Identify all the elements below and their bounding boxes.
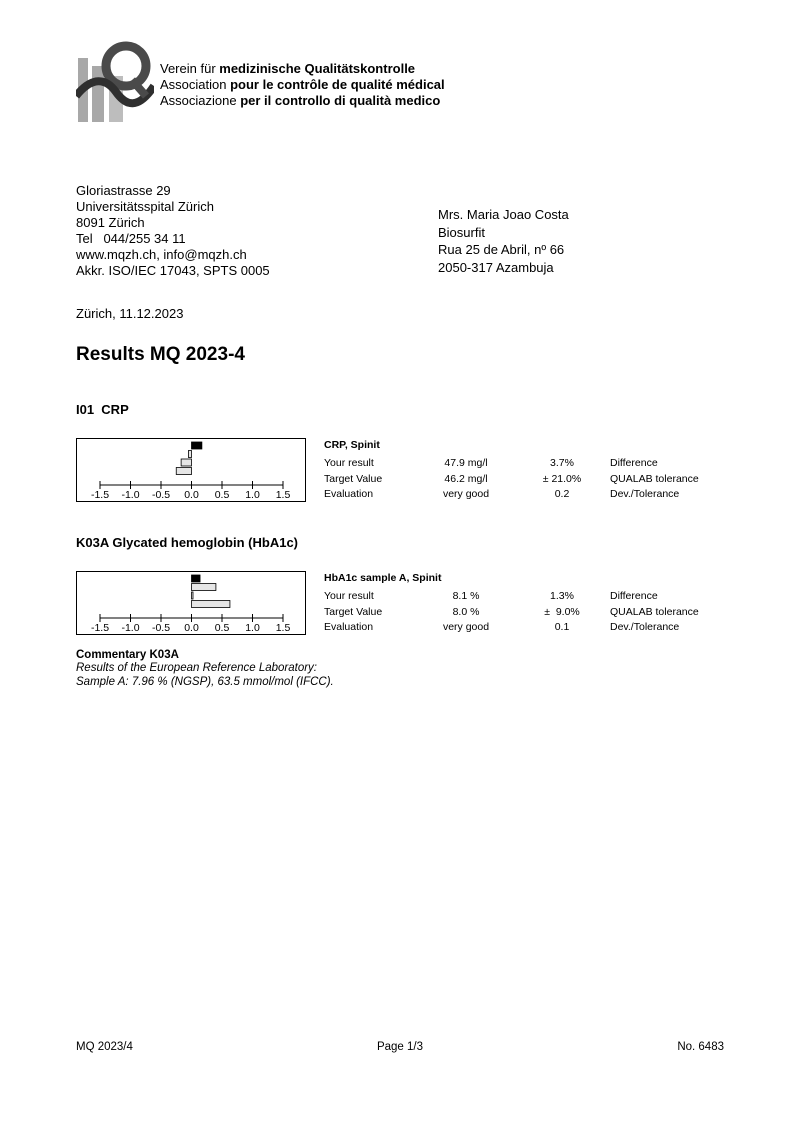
distribution-bar [188, 451, 191, 458]
row-label: Target Value [324, 472, 383, 485]
own-result-bar [192, 575, 201, 582]
distribution-bar [181, 459, 191, 466]
x-tick-label: -1.5 [90, 489, 110, 501]
x-tick-label: -0.5 [151, 622, 171, 634]
row-description: Dev./Tolerance [610, 621, 680, 633]
deviation-chart [76, 438, 306, 502]
result-table [324, 572, 744, 636]
deviation-chart-svg [77, 439, 305, 501]
row-percent: 0.1 [554, 621, 570, 633]
x-tick-label: -1.5 [90, 622, 110, 634]
row-percent: ± 9.0% [544, 605, 580, 618]
distribution-bar [192, 601, 230, 608]
distribution-bar [192, 584, 216, 591]
row-value: very good [442, 621, 490, 633]
row-description: Difference [610, 457, 658, 469]
deviation-chart [76, 571, 306, 635]
footer-page-number: Page 1/3 [376, 1041, 424, 1053]
x-tick-label: 1.5 [275, 489, 291, 501]
result-row [324, 456, 744, 472]
page-title: Results MQ 2023-4 [76, 344, 245, 365]
evaluation-row [324, 487, 744, 503]
sender-address [76, 183, 270, 279]
commentary [76, 649, 334, 689]
sender-web: www.mqzh.ch, info@mqzh.ch [76, 247, 247, 262]
x-tick-label: 0.5 [214, 622, 230, 634]
row-description: QUALAB tolerance [610, 472, 699, 485]
sender-accreditation: Akkr. ISO/IEC 17043, SPTS 0005 [76, 263, 270, 278]
target-row [324, 605, 744, 621]
distribution-bar [176, 468, 191, 475]
sender-phone: Tel 044/255 34 11 [76, 231, 186, 246]
row-percent: 1.3% [550, 590, 574, 602]
row-value: 46.2 mg/l [444, 472, 488, 485]
row-label: Evaluation [324, 621, 374, 633]
section-title: K03A Glycated hemoglobin (HbA1c) [76, 535, 298, 550]
own-result-bar [192, 442, 202, 449]
recipient-line: Mrs. Maria Joao Costa [438, 207, 569, 222]
commentary-line: Results of the European Reference Laboratory: [76, 662, 318, 674]
row-value: 47.9 mg/l [444, 457, 488, 469]
row-description: QUALAB tolerance [610, 605, 699, 618]
row-description: Difference [610, 590, 658, 602]
row-percent: 3.7% [550, 457, 574, 469]
x-tick-label: 1.5 [275, 622, 291, 634]
org-name-german: Verein für medizinische Qualitätskontrolle [160, 61, 416, 76]
row-percent: 0.2 [554, 488, 570, 500]
evaluation-row [324, 620, 744, 636]
recipient-line: Rua 25 de Abril, nº 66 [438, 242, 565, 257]
organization-name [160, 61, 445, 109]
x-tick-label: 0.0 [184, 622, 199, 634]
org-name-italian: Associazione per il controllo di qualità medico [160, 93, 441, 108]
row-label: Target Value [324, 605, 383, 618]
x-tick-label: 1.0 [245, 489, 260, 501]
recipient-address [438, 206, 569, 276]
row-percent: ± 21.0% [542, 472, 582, 485]
row-label: Evaluation [324, 488, 374, 500]
target-row [324, 472, 744, 488]
row-value: 8.0 % [452, 605, 480, 618]
x-tick-label: 0.0 [184, 489, 199, 501]
result-table-title: CRP, Spinit [324, 439, 380, 451]
commentary-line: Sample A: 7.96 % (NGSP), 63.5 mmol/mol (IFCC). [76, 676, 334, 688]
commentary-title: Commentary K03A [76, 649, 179, 661]
sender-line: Universitätsspital Zürich [76, 199, 214, 214]
recipient-line: 2050-317 Azambuja [438, 259, 554, 275]
x-tick-label: 1.0 [245, 622, 260, 634]
sender-line: 8091 Zürich [76, 215, 145, 230]
x-tick-label: -1.0 [121, 489, 140, 501]
row-description: Dev./Tolerance [610, 488, 680, 500]
x-tick-label: 0.5 [214, 489, 230, 501]
deviation-chart-svg [77, 572, 305, 634]
x-tick-label: -0.5 [151, 489, 171, 501]
distribution-bar [192, 592, 194, 599]
footer-left: MQ 2023/4 [76, 1041, 133, 1053]
row-value: 8.1 % [452, 590, 480, 602]
section-title: I01 CRP [76, 402, 129, 417]
document-date: Zürich, 11.12.2023 [76, 306, 184, 321]
x-tick-label: -1.0 [121, 622, 140, 634]
footer-right: No. 6483 [677, 1041, 724, 1053]
recipient-line: Biosurfit [438, 224, 485, 240]
sender-line: Gloriastrasse 29 [76, 183, 171, 198]
organization-logo [76, 40, 154, 124]
row-label: Your result [324, 457, 374, 469]
org-name-french: Association pour le contrôle de qualité médical [160, 77, 445, 92]
result-table-title: HbA1c sample A, Spinit [324, 572, 442, 584]
result-table [324, 439, 744, 503]
result-row [324, 589, 744, 605]
row-value: very good [442, 488, 490, 500]
row-label: Your result [324, 590, 374, 602]
